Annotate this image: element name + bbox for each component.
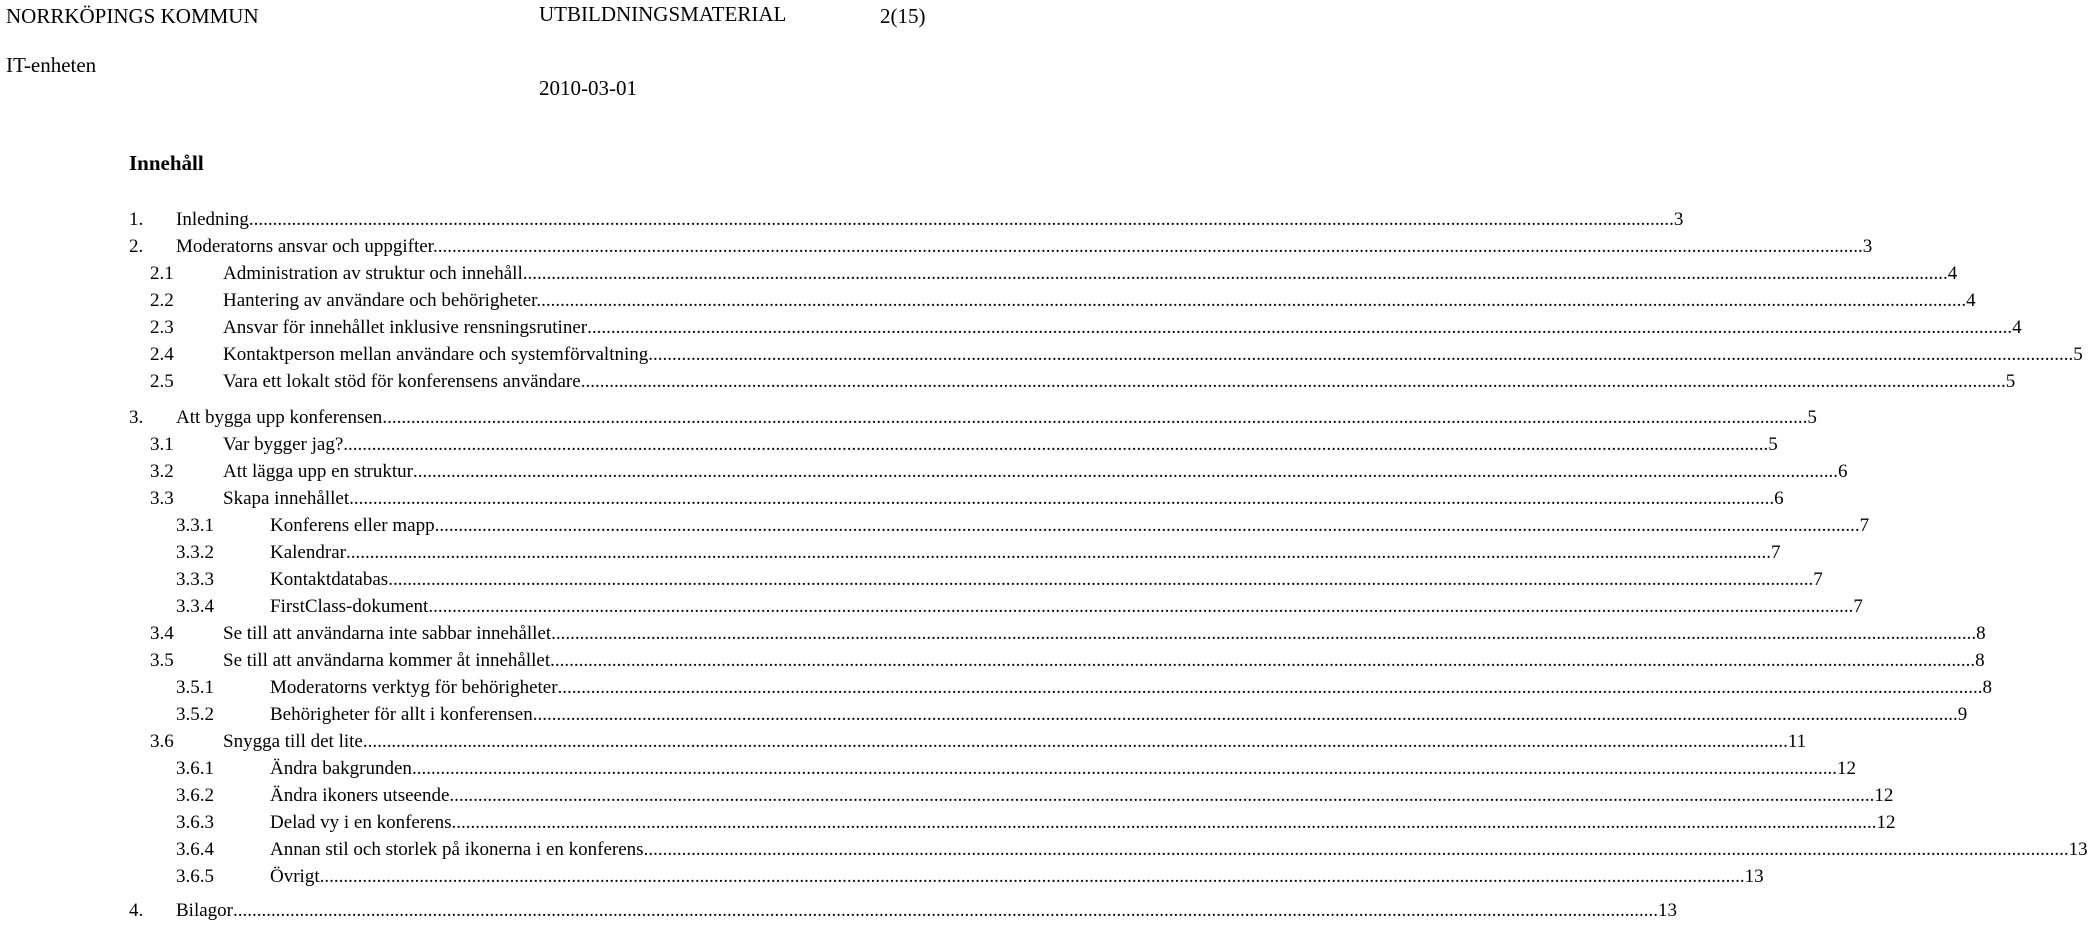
toc-entry[interactable] bbox=[176, 703, 1968, 727]
toc-leader-dots: ............................................................................................................................................................................................................................................................................................................ bbox=[434, 515, 1860, 536]
toc-entry-page-number: 6 bbox=[1837, 461, 1848, 482]
toc-entry-number: 2.3 bbox=[150, 317, 174, 338]
toc-leader-dots: ............................................................................................................................................................................................................................................................................................................ bbox=[551, 623, 1977, 644]
toc-entry-page-number: 4 bbox=[2012, 317, 2022, 338]
toc-entry-number: 3.6.4 bbox=[176, 839, 214, 860]
toc-entry-number: 3.6 bbox=[150, 731, 174, 752]
toc-entry[interactable] bbox=[150, 730, 1807, 754]
toc-leader-dots: ............................................................................................................................................................................................................................................................................................................ bbox=[349, 488, 1775, 509]
document-date: 2010-03-01 bbox=[539, 76, 637, 100]
toc-entry[interactable] bbox=[150, 370, 2016, 394]
toc-entry[interactable] bbox=[150, 460, 1848, 484]
toc-entry[interactable] bbox=[129, 208, 1684, 232]
toc-entry-number: 4. bbox=[129, 900, 144, 921]
toc-entry-page-number: 12 bbox=[1836, 758, 1856, 779]
toc-entry-title: Ändra ikoners utseende bbox=[270, 785, 450, 806]
toc-entry-number: 3.6.3 bbox=[176, 812, 214, 833]
toc-heading: Innehåll bbox=[129, 151, 204, 175]
toc-leader-dots: ............................................................................................................................................................................................................................................................................................................ bbox=[557, 677, 1983, 698]
toc-entry-number: 3.2 bbox=[150, 461, 174, 482]
toc-entry-title: Ansvar för innehållet inklusive rensningsrutiner bbox=[223, 317, 588, 338]
toc-entry-page-number: 5 bbox=[2005, 371, 2016, 392]
toc-entry-number: 3.3.2 bbox=[176, 542, 214, 563]
toc-entry-page-number: 13 bbox=[1658, 900, 1677, 921]
toc-entry-page-number: 12 bbox=[1876, 812, 1896, 833]
toc-entry-title: Annan stil och storlek på ikonerna i en konferens bbox=[270, 839, 644, 860]
toc-entry-number: 2.1 bbox=[150, 263, 174, 284]
toc-entry-number: 2.5 bbox=[150, 371, 174, 392]
toc-leader-dots: ............................................................................................................................................................................................................................................................................................................ bbox=[319, 866, 1745, 887]
toc-leader-dots: ............................................................................................................................................................................................................................................................................................................ bbox=[437, 236, 1863, 257]
toc-entry-number: 3.3.3 bbox=[176, 569, 214, 590]
toc-entry-number: 3.5 bbox=[150, 650, 174, 671]
toc-entry[interactable] bbox=[129, 235, 1873, 259]
toc-entry[interactable] bbox=[150, 433, 1778, 457]
toc-entry[interactable] bbox=[150, 289, 1976, 313]
toc-leader-dots: ............................................................................................................................................................................................................................................................................................................ bbox=[648, 344, 2074, 365]
toc-entry-page-number: 9 bbox=[1957, 704, 1968, 725]
toc-leader-dots: ............................................................................................................................................................................................................................................................................................................ bbox=[522, 263, 1948, 284]
toc-entry[interactable] bbox=[176, 865, 1764, 889]
toc-entry-number: 2. bbox=[129, 236, 144, 257]
toc-entry-title: FirstClass-dokument bbox=[270, 596, 429, 617]
toc-entry-number: 2.4 bbox=[150, 344, 174, 365]
toc-leader-dots: ............................................................................................................................................................................................................................................................................................................ bbox=[532, 704, 1958, 725]
toc-leader-dots: ............................................................................................................................................................................................................................................................................................................ bbox=[388, 569, 1814, 590]
toc-leader-dots: ............................................................................................................................................................................................................................................................................................................ bbox=[428, 596, 1854, 617]
toc-entry-title: Se till att användarna inte sabbar innehållet bbox=[223, 623, 552, 644]
toc-leader-dots: ............................................................................................................................................................................................................................................................................................................ bbox=[343, 434, 1769, 455]
toc-entry-title: Skapa innehållet bbox=[223, 488, 350, 509]
toc-entry[interactable] bbox=[176, 514, 1870, 538]
toc-entry-title: Se till att användarna kommer åt innehållet bbox=[223, 650, 551, 671]
toc-entry-page-number: 8 bbox=[1982, 677, 1993, 698]
toc-entry-title: Delad vy i en konferens bbox=[270, 812, 452, 833]
toc-entry-page-number: 13 bbox=[2068, 839, 2088, 860]
toc-entry-title: Hantering av användare och behörigheter. bbox=[223, 290, 542, 311]
toc-entry-page-number: 12 bbox=[1874, 785, 1894, 806]
toc-entry-number: 1. bbox=[129, 209, 144, 230]
toc-entry-page-number: 8 bbox=[1975, 650, 1985, 671]
toc-entry-title: Kalendrar bbox=[270, 542, 346, 563]
toc-entry-number: 3.1 bbox=[150, 434, 174, 455]
toc-entry-page-number: 13 bbox=[1744, 866, 1764, 887]
toc-entry[interactable] bbox=[176, 757, 1856, 781]
toc-entry[interactable] bbox=[150, 649, 1985, 673]
toc-entry-page-number: 8 bbox=[1976, 623, 1986, 644]
toc-entry-title: Kontaktdatabas bbox=[270, 569, 389, 590]
toc-leader-dots: ............................................................................................................................................................................................................................................................................................................ bbox=[382, 407, 1808, 428]
toc-entry-title: Övrigt bbox=[270, 866, 320, 887]
toc-entry[interactable] bbox=[176, 838, 2088, 862]
toc-entry-page-number: 7 bbox=[1813, 569, 1823, 590]
toc-entry[interactable] bbox=[150, 262, 1958, 286]
toc-leader-dots: ............................................................................................................................................................................................................................................................................................................ bbox=[550, 650, 1976, 671]
toc-leader-dots: ............................................................................................................................................................................................................................................................................................................ bbox=[345, 542, 1771, 563]
toc-entry-title: Moderatorns ansvar och uppgifter. bbox=[176, 236, 438, 257]
toc-entry-page-number: 11 bbox=[1787, 731, 1807, 752]
toc-entry-number: 3. bbox=[129, 407, 144, 428]
toc-entry-title: Konferens eller mapp bbox=[270, 515, 435, 536]
toc-entry[interactable] bbox=[176, 811, 1896, 835]
toc-entry-number: 3.6.1 bbox=[176, 758, 214, 779]
toc-entry-page-number: 7 bbox=[1853, 596, 1863, 617]
department-name: IT-enheten bbox=[6, 53, 97, 77]
toc-entry-title: Behörigheter för allt i konferensen bbox=[270, 704, 533, 725]
toc-entry-number: 2.2 bbox=[150, 290, 174, 311]
toc-entry-number: 3.5.2 bbox=[176, 704, 214, 725]
toc-entry-page-number: 5 bbox=[1768, 434, 1778, 455]
toc-leader-dots: ............................................................................................................................................................................................................................................................................................................ bbox=[449, 785, 1875, 806]
toc-entry-number: 3.5.1 bbox=[176, 677, 214, 698]
toc-entry-title: Vara ett lokalt stöd för konferensens användare bbox=[223, 371, 581, 392]
page-indicator: 2(15) bbox=[880, 4, 926, 28]
toc-leader-dots: ............................................................................................................................................................................................................................................................................................................ bbox=[233, 900, 1658, 921]
toc-leader-dots: ............................................................................................................................................................................................................................................................................................................ bbox=[580, 371, 2006, 392]
toc-leader-dots: ............................................................................................................................................................................................................................................................................................................ bbox=[541, 290, 1967, 311]
toc-entry[interactable] bbox=[150, 622, 1986, 646]
toc-entry-title: Att lägga upp en struktur bbox=[223, 461, 413, 482]
toc-leader-dots: ............................................................................................................................................................................................................................................................................................................ bbox=[643, 839, 2069, 860]
toc-entry[interactable] bbox=[176, 595, 1863, 619]
toc-entry-title: Snygga till det lite bbox=[223, 731, 363, 752]
toc-entry-title: Var bygger jag? bbox=[223, 434, 344, 455]
document-type: UTBILDNINGSMATERIAL bbox=[539, 2, 787, 26]
toc-leader-dots: ............................................................................................................................................................................................................................................................................................................ bbox=[412, 461, 1838, 482]
toc-entry-page-number: 5 bbox=[1807, 407, 1817, 428]
toc-entry-page-number: 7 bbox=[1770, 542, 1781, 563]
toc-leader-dots: ............................................................................................................................................................................................................................................................................................................ bbox=[248, 209, 1674, 230]
toc-entry[interactable] bbox=[150, 316, 2022, 340]
organization-name: NORRKÖPINGS KOMMUN bbox=[6, 4, 259, 28]
toc-leader-dots: ............................................................................................................................................................................................................................................................................................................ bbox=[451, 812, 1877, 833]
toc-entry-page-number: 7 bbox=[1859, 515, 1870, 536]
toc-entry-page-number: 5 bbox=[2073, 344, 2083, 365]
toc-leader-dots: ............................................................................................................................................................................................................................................................................................................ bbox=[362, 731, 1788, 752]
toc-entry-page-number: 6 bbox=[1774, 488, 1784, 509]
toc-entry-number: 3.6.2 bbox=[176, 785, 214, 806]
toc-entry-number: 3.6.5 bbox=[176, 866, 214, 887]
toc-entry-title: Bilagor bbox=[176, 900, 233, 921]
toc-entry-title: Administration av struktur och innehåll bbox=[223, 263, 523, 284]
toc-entry-number: 3.3 bbox=[150, 488, 174, 509]
toc-entry-page-number: 4 bbox=[1966, 290, 1976, 311]
toc-entry[interactable] bbox=[129, 899, 1677, 923]
toc-entry-number: 3.3.4 bbox=[176, 596, 214, 617]
toc-entry[interactable] bbox=[150, 487, 1784, 511]
toc-leader-dots: ............................................................................................................................................................................................................................................................................................................ bbox=[411, 758, 1837, 779]
toc-entry-page-number: 3 bbox=[1862, 236, 1873, 257]
toc-entry-title: Inledning bbox=[176, 209, 249, 230]
toc-entry[interactable] bbox=[129, 406, 1817, 430]
toc-entry-title: Ändra bakgrunden bbox=[270, 758, 412, 779]
toc-entry-title: Moderatorns verktyg för behörigheter bbox=[270, 677, 558, 698]
toc-entry-title: Att bygga upp konferensen bbox=[176, 407, 383, 428]
toc-leader-dots: ............................................................................................................................................................................................................................................................................................................ bbox=[587, 317, 2013, 338]
toc-entry-title: Kontaktperson mellan användare och systemförvaltning bbox=[223, 344, 649, 365]
toc-entry[interactable] bbox=[176, 541, 1781, 565]
toc-entry-page-number: 3 bbox=[1673, 209, 1684, 230]
toc-entry-number: 3.3.1 bbox=[176, 515, 214, 536]
toc-entry-number: 3.4 bbox=[150, 623, 174, 644]
toc-entry-page-number: 4 bbox=[1947, 263, 1958, 284]
toc-entry[interactable] bbox=[176, 784, 1894, 808]
toc-entry[interactable] bbox=[176, 568, 1823, 592]
toc-entry[interactable] bbox=[150, 343, 2083, 367]
toc-entry[interactable] bbox=[176, 676, 1993, 700]
